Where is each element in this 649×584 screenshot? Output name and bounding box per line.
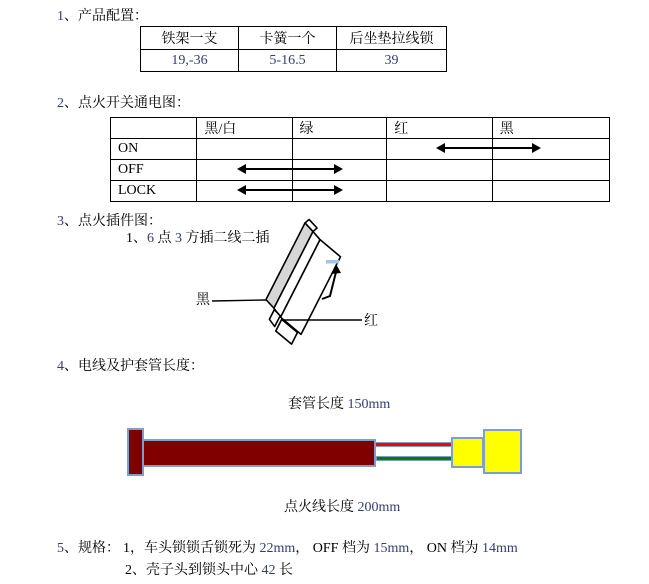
spec-line-1 bbox=[123, 537, 518, 557]
green-wire bbox=[376, 456, 452, 461]
config-table-wrap bbox=[140, 26, 447, 72]
spec-line1-value: 14mm bbox=[481, 541, 518, 556]
power-header-empty-cell bbox=[111, 118, 197, 139]
config-value-row bbox=[141, 50, 447, 72]
power-header-cell: 红 bbox=[387, 118, 493, 139]
spec-line1-value: 22mm bbox=[259, 541, 296, 556]
spec-line2-seg: 长 bbox=[275, 563, 293, 578]
power-cell bbox=[492, 160, 609, 181]
power-cell bbox=[197, 139, 292, 160]
spec-line2-value: 42 bbox=[261, 563, 276, 578]
spec-line2-seg: 2、壳子头到锁头中心 bbox=[125, 563, 262, 578]
connection-arrow-on bbox=[445, 147, 532, 149]
config-header-cell: 后坐垫拉线锁 bbox=[337, 27, 447, 50]
power-header-row bbox=[111, 118, 610, 139]
red-wire bbox=[375, 442, 452, 447]
section-2-number: 2 bbox=[57, 96, 64, 111]
plug-caption-num: 6 bbox=[147, 231, 154, 246]
section-5-number: 5 bbox=[57, 541, 64, 556]
config-table bbox=[140, 26, 447, 72]
config-value-cell: 39 bbox=[337, 50, 447, 72]
section-1-heading bbox=[57, 5, 148, 25]
section-5-title: 、规格： bbox=[64, 541, 120, 556]
connection-arrow-off bbox=[246, 168, 334, 170]
power-cell bbox=[492, 139, 609, 160]
sheath-length-label bbox=[288, 393, 390, 413]
terminal-connector-small bbox=[451, 437, 484, 468]
power-cell bbox=[292, 139, 387, 160]
config-header-row bbox=[141, 27, 447, 50]
config-header-cell: 铁架一支 bbox=[141, 27, 239, 50]
ignition-wire-length-text: 点火线长度 bbox=[284, 500, 358, 515]
power-row-label: LOCK bbox=[111, 181, 197, 202]
sheath-tube bbox=[142, 439, 376, 467]
power-table-wrap bbox=[110, 117, 610, 201]
sheath-length-value: 150mm bbox=[347, 397, 391, 412]
config-header-cell: 卡簧一个 bbox=[239, 27, 337, 50]
power-row-label: OFF bbox=[111, 160, 197, 181]
spec-line-2 bbox=[125, 559, 293, 579]
power-header-cell: 黑/白 bbox=[197, 118, 292, 139]
section-1-number: 1 bbox=[57, 9, 64, 24]
section-3-number: 3 bbox=[57, 214, 64, 229]
spec-line1-seg: ， ON 档为 bbox=[409, 541, 482, 556]
power-header-cell: 黑 bbox=[492, 118, 609, 139]
black-wire-leader-line bbox=[212, 300, 266, 301]
power-cell bbox=[387, 160, 493, 181]
plug-caption-text: 1、 bbox=[126, 231, 147, 246]
spec-line1-seg: 1，车头锁锁舌锁死为 bbox=[123, 541, 260, 556]
config-value-cell: 19,-36 bbox=[141, 50, 239, 72]
section-5-heading bbox=[57, 537, 120, 557]
sheath-length-text: 套管长度 bbox=[288, 397, 348, 412]
power-row-off bbox=[111, 160, 610, 181]
config-value-cell: 5-16.5 bbox=[239, 50, 337, 72]
section-4-title: 、电线及护套管长度： bbox=[64, 359, 204, 374]
section-4-heading bbox=[57, 355, 204, 375]
section-3-title: 、点火插件图： bbox=[64, 214, 162, 229]
power-cell bbox=[492, 181, 609, 202]
plug-caption-text: 点 bbox=[154, 231, 175, 246]
section-2-title: 、点火开关通电图： bbox=[64, 96, 190, 111]
power-row-label: ON bbox=[111, 139, 197, 160]
spec-line1-seg: ， OFF 档为 bbox=[295, 541, 374, 556]
power-table bbox=[110, 117, 610, 202]
terminal-connector-large bbox=[483, 429, 522, 474]
power-header-cell: 绿 bbox=[292, 118, 387, 139]
red-wire-label: 红 bbox=[364, 314, 378, 329]
black-wire-label: 黑 bbox=[196, 293, 210, 308]
wire-end-cap bbox=[127, 428, 144, 476]
section-2-heading bbox=[57, 92, 190, 112]
section-1-title: 、产品配置： bbox=[64, 9, 148, 24]
plug-diagram bbox=[180, 212, 440, 352]
ignition-wire-length-label bbox=[284, 496, 400, 516]
power-row-lock bbox=[111, 181, 610, 202]
blue-tick-mark bbox=[326, 260, 339, 264]
ignition-wire-length-value: 200mm bbox=[357, 500, 401, 515]
section-4-number: 4 bbox=[57, 359, 64, 374]
plug-caption-num: 3 bbox=[175, 231, 182, 246]
plug-caption-text: 方插二线二插 bbox=[182, 231, 270, 246]
connection-arrow-lock bbox=[246, 189, 334, 191]
power-cell bbox=[387, 181, 493, 202]
spec-line1-value: 15mm bbox=[373, 541, 410, 556]
